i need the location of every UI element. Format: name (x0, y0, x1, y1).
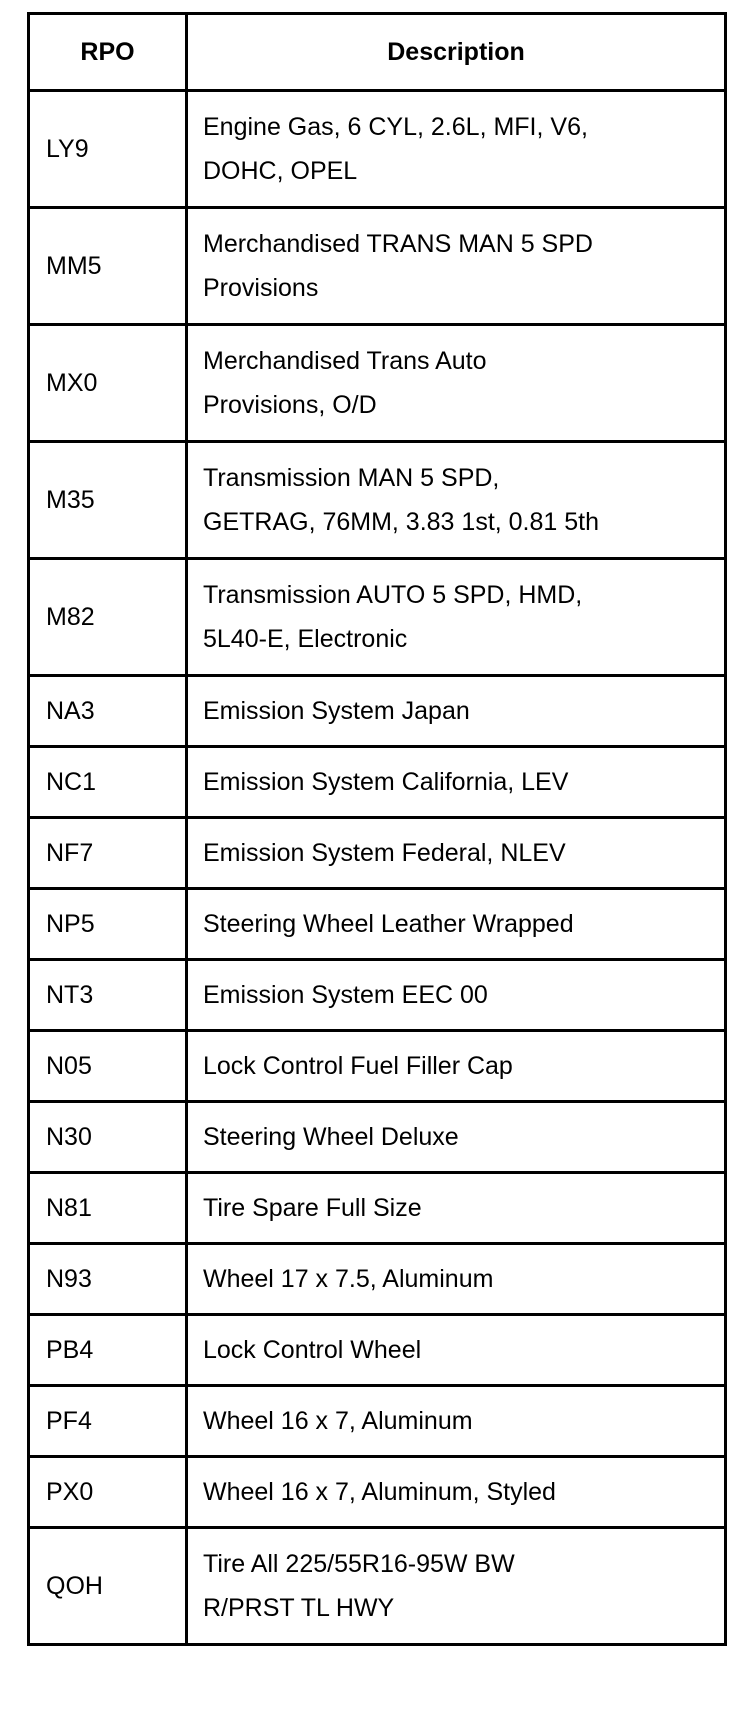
description-line: Lock Control Fuel Filler Cap (203, 1052, 513, 1080)
table-row (29, 1244, 726, 1315)
description-line: Lock Control Wheel (203, 1336, 422, 1364)
header-description: Description (187, 14, 726, 91)
description-line: Transmission AUTO 5 SPD, HMD, (203, 581, 583, 609)
description-cell (187, 747, 726, 818)
rpo-code-cell: N93 (29, 1244, 187, 1315)
description-line: R/PRST TL HWY (203, 1594, 395, 1622)
rpo-code-cell: M35 (29, 442, 187, 559)
description-cell (187, 325, 726, 442)
rpo-code-cell: NC1 (29, 747, 187, 818)
description-cell (187, 1528, 726, 1645)
description-cell (187, 91, 726, 208)
description-cell (187, 1031, 726, 1102)
table-row (29, 559, 726, 676)
table-row (29, 1386, 726, 1457)
rpo-code-cell: N81 (29, 1173, 187, 1244)
table-row (29, 889, 726, 960)
table-row (29, 1528, 726, 1645)
description-line: Provisions (203, 274, 319, 302)
table-row (29, 747, 726, 818)
description-cell (187, 889, 726, 960)
table-row (29, 442, 726, 559)
description-line: Emission System Japan (203, 697, 470, 725)
rpo-code-cell: NT3 (29, 960, 187, 1031)
description-cell (187, 1173, 726, 1244)
table-row (29, 960, 726, 1031)
description-cell (187, 1315, 726, 1386)
rpo-code-cell: M82 (29, 559, 187, 676)
table-row (29, 818, 726, 889)
description-line: Tire All 225/55R16-95W BW (203, 1550, 515, 1578)
table-row (29, 1173, 726, 1244)
description-line: GETRAG, 76MM, 3.83 1st, 0.81 5th (203, 508, 600, 536)
table-body (29, 91, 726, 1645)
description-line: Steering Wheel Deluxe (203, 1123, 459, 1151)
rpo-code-cell: MX0 (29, 325, 187, 442)
table-row (29, 325, 726, 442)
rpo-code-cell: N05 (29, 1031, 187, 1102)
rpo-code-cell: MM5 (29, 208, 187, 325)
description-line: Merchandised Trans Auto (203, 347, 487, 375)
rpo-code-cell: LY9 (29, 91, 187, 208)
description-line: Engine Gas, 6 CYL, 2.6L, MFI, V6, (203, 113, 588, 141)
description-cell (187, 559, 726, 676)
rpo-table (27, 12, 727, 1646)
description-cell (187, 818, 726, 889)
table-row (29, 1457, 726, 1528)
rpo-code-cell: PF4 (29, 1386, 187, 1457)
description-cell (187, 1386, 726, 1457)
description-cell (187, 960, 726, 1031)
header-rpo: RPO (29, 14, 187, 91)
description-cell (187, 1244, 726, 1315)
rpo-code-cell: PB4 (29, 1315, 187, 1386)
rpo-code-cell: NA3 (29, 676, 187, 747)
description-line: 5L40-E, Electronic (203, 625, 408, 653)
description-line: Wheel 17 x 7.5, Aluminum (203, 1265, 494, 1293)
rpo-code-cell: PX0 (29, 1457, 187, 1528)
description-line: Emission System Federal, NLEV (203, 839, 566, 867)
description-line: Emission System California, LEV (203, 768, 569, 796)
description-cell (187, 442, 726, 559)
description-cell (187, 676, 726, 747)
table-header-row (29, 14, 726, 91)
table-row (29, 91, 726, 208)
rpo-code-cell: QOH (29, 1528, 187, 1645)
table-row (29, 1102, 726, 1173)
description-cell (187, 1457, 726, 1528)
table-row (29, 1031, 726, 1102)
table-row (29, 208, 726, 325)
rpo-code-cell: N30 (29, 1102, 187, 1173)
rpo-code-cell: NP5 (29, 889, 187, 960)
description-line: Steering Wheel Leather Wrapped (203, 910, 574, 938)
description-line: Tire Spare Full Size (203, 1194, 422, 1222)
description-line: Wheel 16 x 7, Aluminum (203, 1407, 473, 1435)
description-line: Merchandised TRANS MAN 5 SPD (203, 230, 593, 258)
description-line: Emission System EEC 00 (203, 981, 488, 1009)
description-line: DOHC, OPEL (203, 157, 358, 185)
description-cell (187, 208, 726, 325)
table-row (29, 1315, 726, 1386)
rpo-code-cell: NF7 (29, 818, 187, 889)
description-line: Wheel 16 x 7, Aluminum, Styled (203, 1478, 556, 1506)
table-row (29, 676, 726, 747)
description-line: Transmission MAN 5 SPD, (203, 464, 500, 492)
description-cell (187, 1102, 726, 1173)
description-line: Provisions, O/D (203, 391, 377, 419)
